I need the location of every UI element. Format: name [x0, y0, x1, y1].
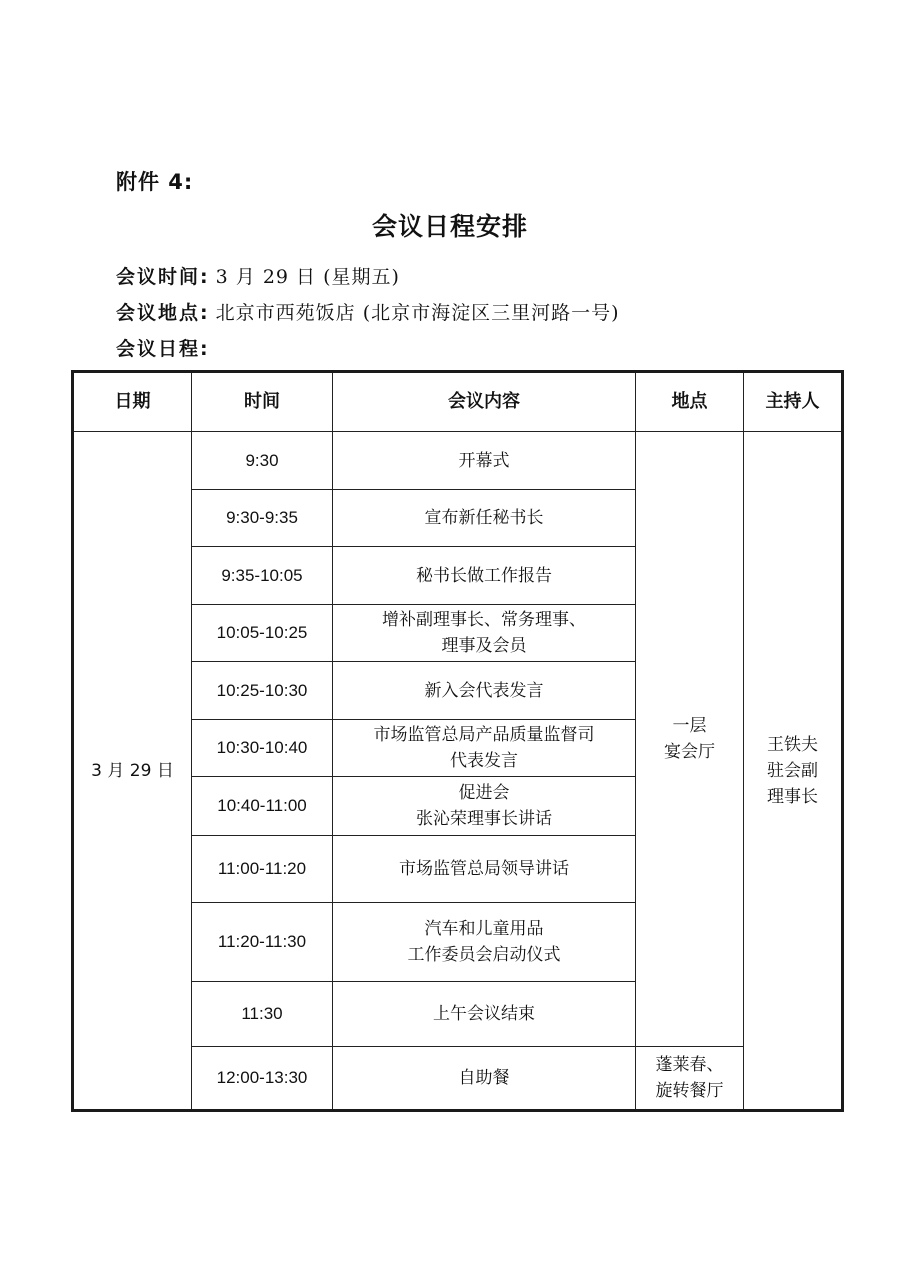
time-cell: 10:30-10:40: [192, 720, 333, 777]
content-cell: 宣布新任秘书长: [333, 490, 636, 547]
meeting-time-value: 3 月 29 日 (星期五): [215, 266, 400, 288]
meeting-agenda-line: [116, 334, 210, 361]
content-cell: 上午会议结束: [333, 982, 636, 1047]
table-row: [73, 432, 843, 490]
date-cell: 3 月 29 日: [73, 432, 192, 1111]
meeting-agenda-label: 会议日程:: [116, 338, 210, 360]
time-cell: 9:35-10:05: [192, 547, 333, 605]
host-cell: 王铁夫 驻会副 理事长: [744, 432, 843, 1111]
time-cell: 12:00-13:30: [192, 1047, 333, 1111]
table-header-row: [73, 372, 843, 432]
content-cell: 增补副理事长、常务理事、 理事及会员: [333, 605, 636, 662]
time-cell: 10:05-10:25: [192, 605, 333, 662]
content-cell: 市场监管总局产品质量监督司 代表发言: [333, 720, 636, 777]
time-cell: 9:30: [192, 432, 333, 490]
time-cell: 11:00-11:20: [192, 836, 333, 903]
meeting-venue-line: [116, 298, 620, 325]
content-cell: 促进会 张沁荣理事长讲话: [333, 777, 636, 836]
content-cell: 市场监管总局领导讲话: [333, 836, 636, 903]
time-cell: 9:30-9:35: [192, 490, 333, 547]
time-cell: 10:25-10:30: [192, 662, 333, 720]
time-cell: 11:30: [192, 982, 333, 1047]
time-cell: 10:40-11:00: [192, 777, 333, 836]
document-title: 会议日程安排: [371, 212, 528, 241]
header-host: 主持人: [744, 372, 843, 432]
meeting-time-label: 会议时间:: [116, 266, 210, 288]
content-cell: 开幕式: [333, 432, 636, 490]
header-content: 会议内容: [333, 372, 636, 432]
venue-cell: 蓬莱春、 旋转餐厅: [636, 1047, 744, 1111]
content-cell: 自助餐: [333, 1047, 636, 1111]
header-venue: 地点: [636, 372, 744, 432]
header-date: 日期: [73, 372, 192, 432]
content-cell: 秘书长做工作报告: [333, 547, 636, 605]
attachment-label: 附件 4:: [116, 170, 194, 194]
meeting-time-line: [116, 262, 400, 289]
meeting-venue-value: 北京市西苑饭店 (北京市海淀区三里河路一号): [215, 302, 620, 324]
venue-cell: 一层 宴会厅: [636, 432, 744, 1047]
schedule-table: [71, 370, 844, 1112]
time-cell: 11:20-11:30: [192, 903, 333, 982]
header-time: 时间: [192, 372, 333, 432]
content-cell: 新入会代表发言: [333, 662, 636, 720]
meeting-venue-label: 会议地点:: [116, 302, 210, 324]
content-cell: 汽车和儿童用品 工作委员会启动仪式: [333, 903, 636, 982]
